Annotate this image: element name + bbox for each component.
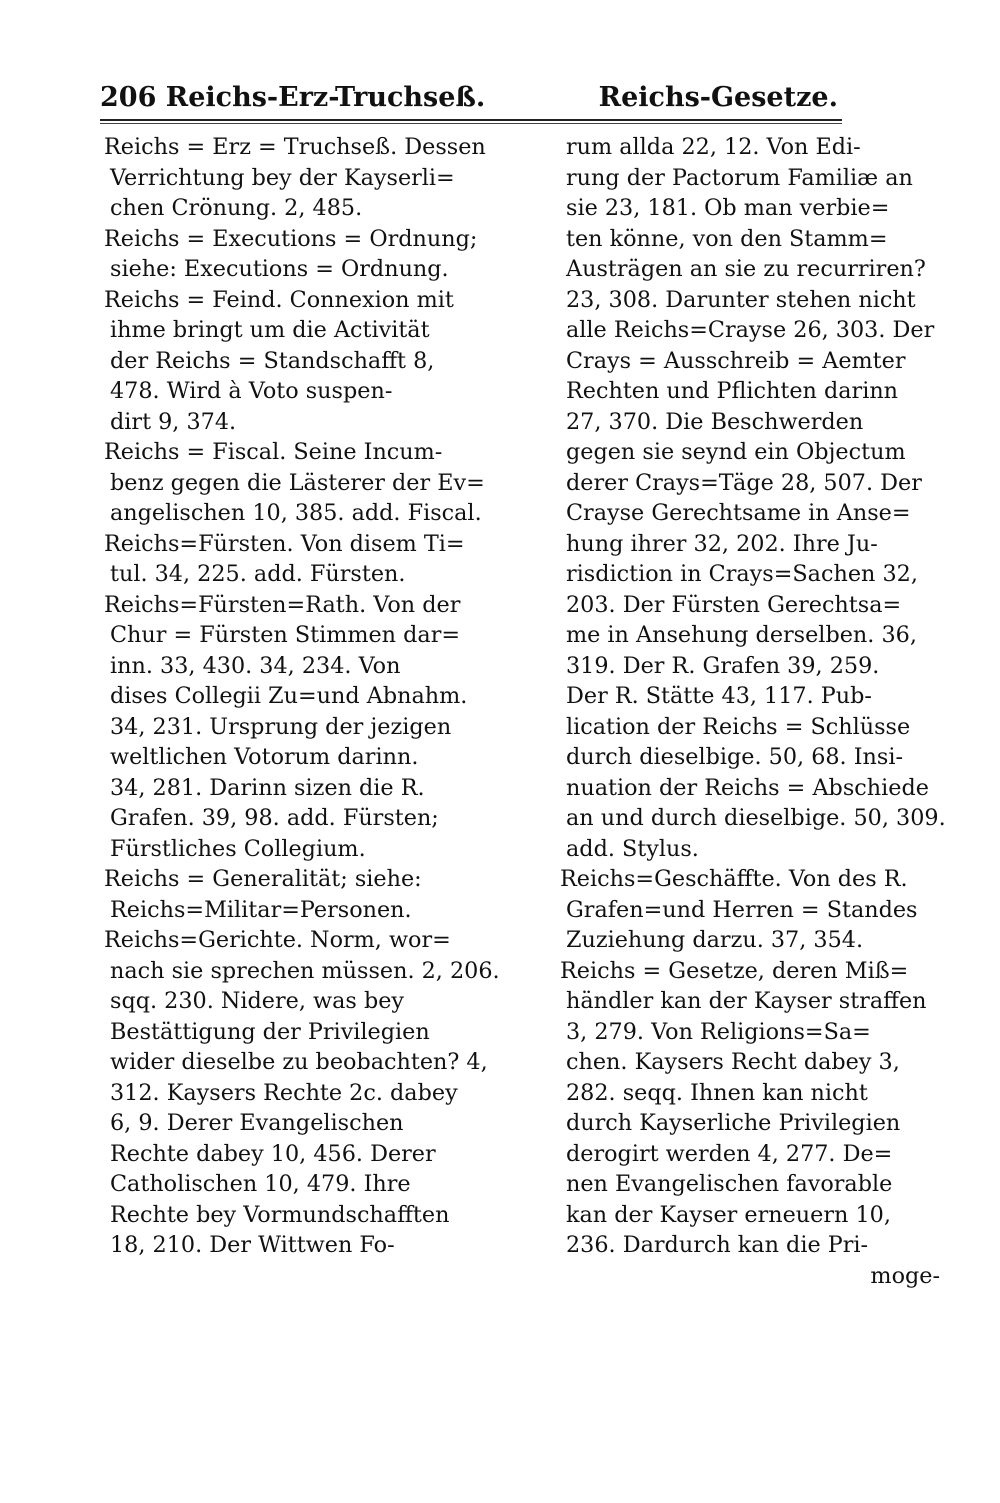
text-line: 312. Kaysers Rechte 2c. dabey	[110, 1079, 458, 1106]
text-line: Catholischen 10, 479. Ihre	[110, 1171, 411, 1197]
text-line: durch Kayserliche Privilegien	[566, 1110, 901, 1136]
text-line: sie 23, 181. Ob man verbie=	[566, 195, 890, 221]
header-left: 206 Reichs-Erz-Truchseß.	[100, 82, 486, 113]
text-line: Reichs=Geschäffte. Von des R.	[560, 866, 908, 892]
text-line: Crayse Gerechtsame in Anse=	[566, 500, 911, 526]
text-line: tul. 34, 225. add. Fürsten.	[110, 561, 406, 587]
text-line: Reichs = Feind. Connexion mit	[104, 286, 454, 313]
text-line: der Reichs = Standschafft 8,	[110, 347, 435, 374]
text-line: weltlichen Votorum darinn.	[110, 744, 419, 770]
text-line: 3, 279. Von Religions=Sa=	[566, 1018, 871, 1045]
text-line: 236. Dardurch kan die Pri-	[566, 1232, 869, 1258]
text-line: ihme bringt um die Activität	[110, 317, 430, 343]
text-line: Bestättigung der Privilegien	[110, 1018, 430, 1045]
text-line: 282. seqq. Ihnen kan nicht	[566, 1079, 868, 1106]
text-line: Reichs = Gesetze, deren Miß=	[560, 957, 909, 984]
text-line: siehe: Executions = Ordnung.	[110, 256, 449, 282]
text-line: kan der Kayser erneuern 10,	[566, 1201, 891, 1228]
text-line: hung ihrer 32, 202. Ihre Ju-	[566, 530, 878, 557]
text-line: gegen sie seynd ein Objectum	[566, 439, 906, 465]
text-line: Fürstliches Collegium.	[110, 835, 366, 862]
text-line: nen Evangelischen favorable	[566, 1171, 893, 1197]
header-right: Reichs-Gesetze.	[598, 82, 838, 113]
text-line: me in Ansehung derselben. 36,	[566, 622, 917, 648]
text-line: 23, 308. Darunter stehen nicht	[566, 286, 916, 313]
text-line: händler kan der Kayser straffen	[566, 988, 927, 1014]
text-line: lication der Reichs = Schlüsse	[566, 713, 911, 740]
text-line: Reichs=Fürsten=Rath. Von der	[104, 591, 461, 618]
text-line: Reichs = Generalität; siehe:	[104, 866, 422, 892]
text-line: 18, 210. Der Wittwen Fo-	[110, 1232, 395, 1258]
text-line: nach sie sprechen müssen. 2, 206.	[110, 957, 500, 984]
text-line: nuation der Reichs = Abschiede	[566, 774, 929, 801]
text-line: derogirt werden 4, 277. De=	[566, 1140, 893, 1167]
text-line: Der R. Stätte 43, 117. Pub-	[566, 683, 872, 709]
text-line: 203. Der Fürsten Gerechtsa=	[566, 591, 902, 618]
text-line: Rechten und Pflichten darinn	[566, 378, 899, 404]
text-line: derer Crays=Täge 28, 507. Der	[566, 469, 922, 496]
text-line: Reichs=Fürsten. Von disem Ti=	[104, 530, 465, 557]
text-line: angelischen 10, 385. add. Fiscal.	[110, 500, 482, 526]
text-line: wider dieselbe zu beobachten? 4,	[110, 1049, 488, 1075]
text-line: chen Crönung. 2, 485.	[110, 195, 363, 221]
text-line: Rechte dabey 10, 456. Derer	[110, 1140, 436, 1167]
text-line: Reichs = Executions = Ordnung;	[104, 225, 478, 252]
header-rule	[100, 119, 842, 124]
text-line: add. Stylus.	[566, 835, 699, 862]
text-line: dises Collegii Zu=und Abnahm.	[110, 683, 468, 709]
text-line: Reichs = Fiscal. Seine Incum-	[104, 439, 443, 465]
text-line: sqq. 230. Nidere, was bey	[110, 988, 405, 1014]
running-header	[100, 82, 838, 122]
right-column	[560, 132, 948, 1291]
text-line: rum allda 22, 12. Von Edi-	[566, 134, 861, 160]
text-line: Zuziehung darzu. 37, 354.	[566, 927, 864, 953]
text-line: 34, 231. Ursprung der jezigen	[110, 713, 452, 740]
text-line: Verrichtung bey der Kayserli=	[110, 164, 455, 191]
text-line: Austrägen an sie zu recurriren?	[566, 256, 926, 282]
text-line: dirt 9, 374.	[110, 408, 237, 435]
text-line: 478. Wird à Voto suspen-	[110, 378, 393, 404]
catchword: moge-	[870, 1262, 940, 1289]
text-line: rung der Pactorum Familiæ an	[566, 164, 913, 191]
text-line: an und durch dieselbige. 50, 309.	[566, 805, 946, 831]
text-line: Reichs = Erz = Truchseß. Dessen	[104, 134, 486, 160]
text-line: Grafen=und Herren = Standes	[566, 896, 918, 923]
text-line: 27, 370. Die Beschwerden	[566, 408, 864, 435]
text-line: durch dieselbige. 50, 68. Insi-	[566, 744, 904, 770]
text-line: risdiction in Crays=Sachen 32,	[566, 561, 918, 587]
text-line: Reichs=Militar=Personen.	[110, 896, 412, 923]
text-line: Grafen. 39, 98. add. Fürsten;	[110, 805, 439, 831]
text-line: Crays = Ausschreib = Aemter	[566, 347, 906, 374]
text-line: Reichs=Gerichte. Norm, wor=	[104, 927, 451, 953]
text-line: 6, 9. Derer Evangelischen	[110, 1110, 404, 1136]
text-line: alle Reichs=Crayse 26, 303. Der	[566, 317, 935, 343]
text-line: 319. Der R. Grafen 39, 259.	[566, 652, 880, 679]
text-line: inn. 33, 430. 34, 234. Von	[110, 652, 401, 679]
text-line: Rechte bey Vormundschafften	[110, 1201, 450, 1228]
text-line: 34, 281. Darinn sizen die R.	[110, 774, 425, 801]
text-line: benz gegen die Lästerer der Ev=	[110, 469, 485, 496]
text-line: ten könne, von den Stamm=	[566, 225, 888, 252]
text-line: Chur = Fürsten Stimmen dar=	[110, 622, 461, 648]
text-line: chen. Kaysers Recht dabey 3,	[566, 1049, 900, 1075]
left-column	[104, 132, 524, 1261]
